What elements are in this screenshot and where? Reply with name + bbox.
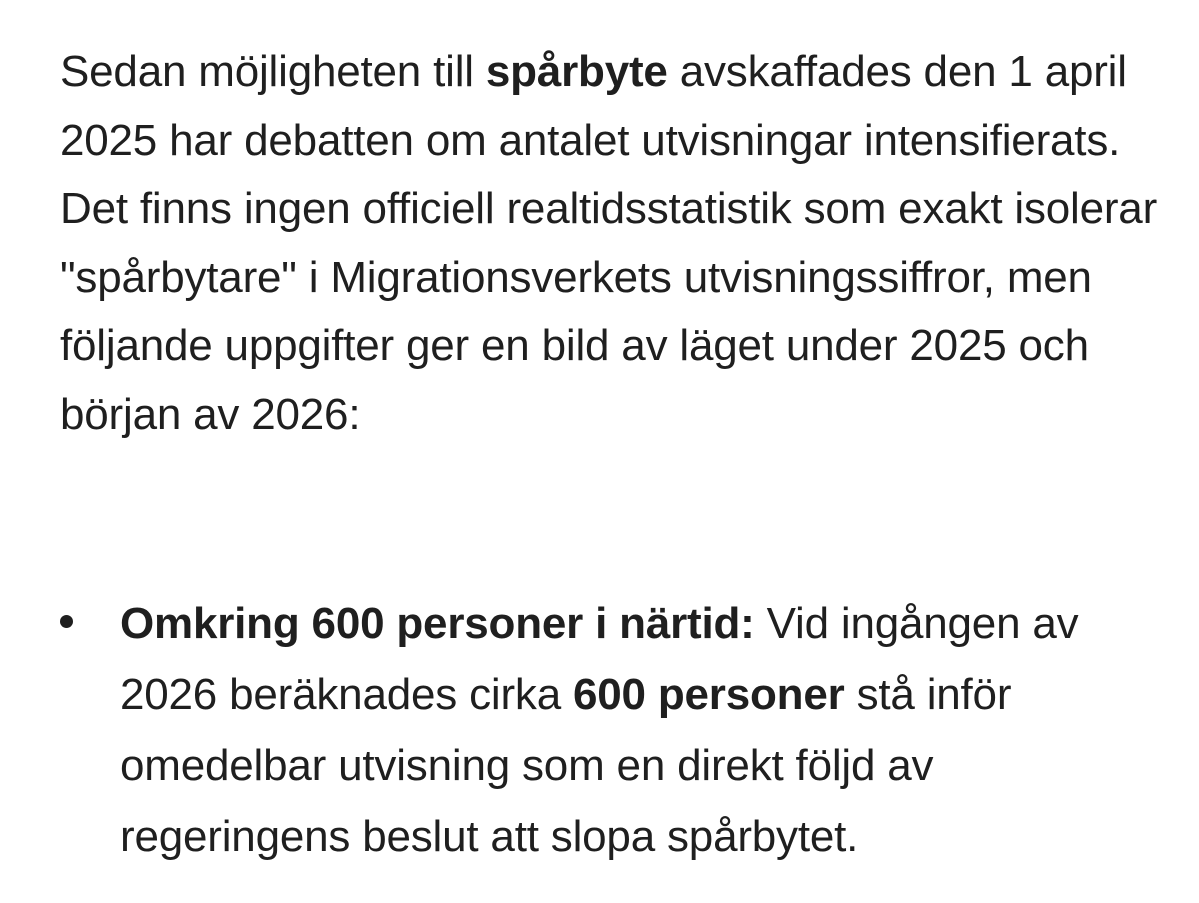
bullet-list: [60, 588, 1160, 872]
bullet-text-part-2: stå inför omedelbar utvisning som en direkt följd av regeringens beslut att slopa spårbytet.: [120, 670, 1012, 861]
bullet-text-part-1: Vid ingången av 2026 beräknades cirka: [120, 599, 1079, 719]
article-content: [60, 38, 1160, 861]
bullet-text: [120, 599, 1078, 861]
intro-text-start: Sedan möjligheten till: [60, 47, 486, 96]
intro-paragraph: [60, 38, 1160, 449]
bullet-bold-mid: 600 personer: [573, 670, 845, 719]
bullet-bold-lead: Omkring 600 personer i närtid:: [120, 599, 755, 648]
list-item: [60, 588, 1160, 872]
intro-text-rest: avskaffades den 1 april 2025 har debatten om antalet utvisningar intensifierats. Det finns ingen officiell realtidsstatistik som exakt isolerar "spårbytare" i Migrationsverkets utvisningssiffror, men följande uppgifter ger en bild av läget under 2025 och början av 2026:: [60, 47, 1158, 439]
intro-bold-term: spårbyte: [485, 47, 668, 96]
bullet-dot-icon: [60, 615, 73, 628]
